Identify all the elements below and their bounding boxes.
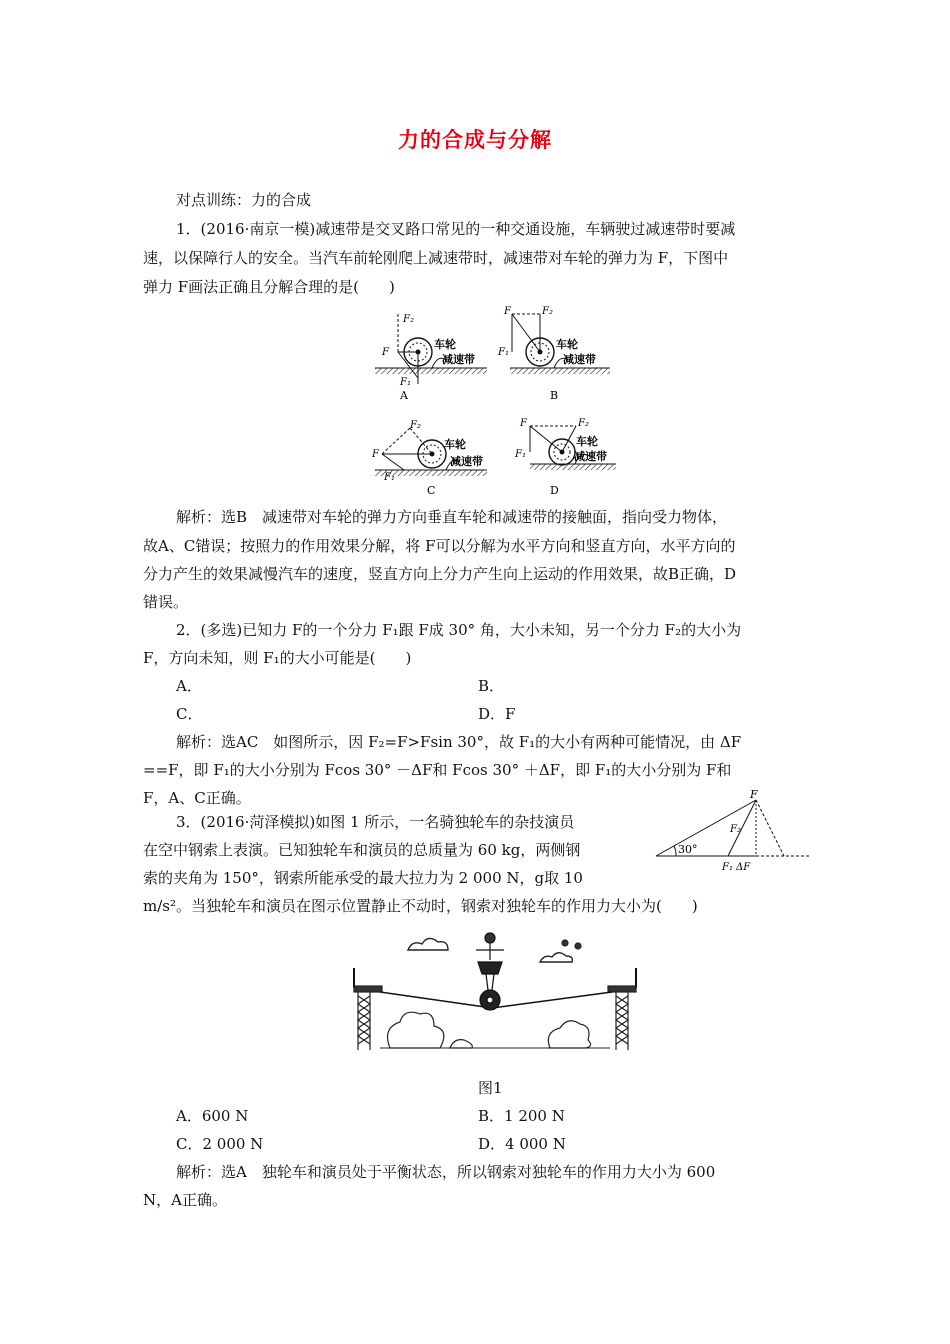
svg-text:F₂: F₂	[730, 824, 741, 835]
performer	[476, 933, 504, 1010]
unicycle-illustration	[350, 920, 640, 1070]
q1-text-line-1: 1．(2016·南京一模)减速带是交叉路口常见的一种交通设施，车辆驶过减速带时要减	[176, 220, 736, 238]
q1-answer-line-1: 解析：选B 减速带对车轮的弹力方向垂直车轮和减速带的接触面，指向受力物体，	[176, 508, 728, 526]
label-f2-a: F₂	[403, 314, 414, 325]
q2-answer-line-1: 解析：选AC 如图所示，因 F₂=F>Fsin 30°，故 F₁的大小有两种可能情况，由 ΔF	[176, 733, 742, 751]
svg-text:车轮: 车轮	[444, 438, 466, 451]
option-label-c: C	[427, 484, 436, 497]
q2-answer-line-2: ==F，即 F₁的大小分别为 Fcos 30° －ΔF和 Fcos 30° ＋ΔF，即 F₁的大小分别为 F和	[143, 761, 732, 779]
q2-text-line-1: 2．(多选)已知力 F的一个分力 F₁跟 F成 30° 角，大小未知，另一个分力 F₂的大小为	[176, 621, 742, 639]
left-tower	[354, 986, 382, 1050]
q3-text-line-4: m/s²。当独轮车和演员在图示位置静止不动时，钢索对独轮车的作用力大小为( )	[143, 897, 698, 915]
diagram-a	[375, 314, 487, 402]
svg-text:车轮: 车轮	[576, 435, 598, 448]
svg-text:F₂: F₂	[578, 418, 589, 429]
option-label-a: A	[400, 389, 408, 402]
q3-answer-line-2: N，A正确。	[143, 1191, 227, 1209]
q3-option-d: D．4 000 N	[478, 1135, 566, 1153]
q2-answer-line-3: F，A、C正确。	[143, 789, 251, 807]
option-label-b: B	[550, 389, 559, 402]
q3-option-b: B．1 200 N	[478, 1107, 565, 1125]
svg-text:F₁: F₁	[515, 449, 526, 460]
q3-answer-line-1: 解析：选A 独轮车和演员处于平衡状态，所以钢索对独轮车的作用力大小为 600	[176, 1163, 716, 1181]
svg-text:F: F	[382, 347, 389, 358]
q1-text-line-3: 弹力 F画法正确且分解合理的是( )	[143, 278, 395, 296]
svg-text:F: F	[504, 306, 511, 317]
q3-text-line-2: 在空中钢索上表演。已知独轮车和演员的总质量为 60 kg，两侧钢	[143, 841, 581, 859]
page-title: 力的合成与分解	[398, 127, 552, 152]
q1-answer-line-4: 错误。	[143, 593, 189, 611]
svg-text:F₁: F₁	[498, 347, 509, 358]
q2-option-a: A．	[176, 677, 202, 695]
svg-text:F₂: F₂	[410, 420, 421, 431]
option-label-d: D	[550, 484, 559, 497]
diagram-d	[514, 418, 616, 497]
q2-text-line-2: F，方向未知，则 F₁的大小可能是( )	[143, 649, 412, 667]
svg-text:ΔF: ΔF	[736, 862, 751, 873]
q3-text-line-3: 索的夹角为 150°，钢索所能承受的最大拉力为 2 000 N，g取 10	[143, 869, 583, 887]
q3-option-c: C．2 000 N	[176, 1135, 264, 1153]
q1-figure-svg	[370, 300, 620, 500]
svg-text:F₁: F₁	[384, 472, 395, 483]
q1-figure	[370, 300, 620, 500]
svg-text:F: F	[520, 418, 527, 429]
section-heading: 对点训练：力的合成	[176, 191, 312, 209]
q1-answer-line-3: 分力产生的效果减慢汽车的速度，竖直方向上分力产生向上运动的作用效果，故B正确，D	[143, 565, 737, 583]
q2-option-d: D．F	[478, 705, 516, 723]
q1-answer-line-2: 故A、C错误；按照力的作用效果分解，将 F可以分解为水平方向和竖直方向，水平方向的	[143, 537, 736, 555]
q1-text-line-2: 速，以保障行人的安全。当汽车前轮刚爬上减速带时，减速带对车轮的弹力为 F，下图中	[143, 249, 729, 267]
label-wheel-a: 车轮	[434, 338, 456, 351]
svg-text:减速带: 减速带	[574, 450, 607, 463]
q2-option-b: B．	[478, 677, 505, 695]
svg-text:车轮: 车轮	[556, 338, 578, 351]
label-bump-a: 减速带	[442, 353, 475, 366]
q2-figure	[652, 790, 812, 874]
q3-option-a: A．600 N	[176, 1107, 249, 1125]
svg-text:30°: 30°	[678, 843, 698, 856]
right-tower	[608, 986, 636, 1050]
svg-text:F₂: F₂	[542, 306, 553, 317]
q3-text-line-1: 3．(2016·菏泽模拟)如图 1 所示，一名骑独轮车的杂技演员	[176, 813, 575, 831]
q3-figure	[350, 920, 640, 1070]
q2-figure-svg	[652, 790, 812, 874]
svg-text:减速带: 减速带	[563, 353, 596, 366]
bird-icon	[562, 940, 581, 949]
diagram-b	[497, 306, 610, 402]
svg-text:减速带: 减速带	[450, 455, 483, 468]
svg-text:F₁: F₁	[400, 377, 411, 388]
tree-icon	[388, 1012, 591, 1048]
q3-figure-caption: 图1	[478, 1079, 503, 1097]
svg-text:F: F	[372, 449, 379, 460]
svg-text:F: F	[750, 790, 758, 801]
svg-text:F₁: F₁	[722, 862, 733, 873]
diagram-c	[371, 420, 487, 497]
q2-option-c: C．	[176, 705, 203, 723]
